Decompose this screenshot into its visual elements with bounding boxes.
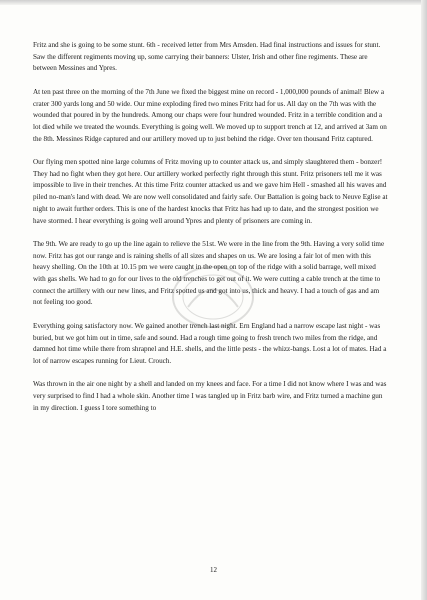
paragraph-5: Everything going satisfactory now. We gained another trench last night. Ern England had a narrow escape last night - was buried, but we got him out in time, safe and sound. Had a rough time going to fresh trench two miles from the ridge, and damned hot time while there from shrapnel and H.E. shells, and the little pests - the whizz-bangs. Lost a lot of mates. Had a lot of narrow escapes running for Lieut. Crouch. bbox=[33, 321, 387, 365]
diary-text bbox=[33, 40, 388, 426]
page-right-edge bbox=[421, 0, 427, 600]
paragraph-6: Was thrown in the air one night by a shell and landed on my knees and face. For a time I did not know where I was and was very surprised to find I had a whole skin. Another time I was tangled up in Fritz barb wire, and Fritz turned a machine gun in my direction. I guess I tore something to bbox=[33, 380, 387, 412]
paragraph-4: The 9th. We are ready to go up the line again to relieve the 51st. We were in the line from the 9th. Having a very solid time now. Fritz has got our range and is raining shells of all sizes and shapes on us. We are losing a fair lot of men with this heavy shelling. On the 10th at 10.15 pm we were caught in the open on top of the ridge with a solid barrage, well mixed with gas shells. We had to go for our lives to the old trenches to get out of it. We were cutting a cable trench at the time to connect the artillery with our new lines, and Fritz spotted us and got into us, thick and heavy. I had a touch of gas and am not feeling too good. bbox=[33, 239, 385, 307]
page-top-edge bbox=[0, 0, 427, 5]
paragraph-1: Fritz and she is going to be some stunt. 6th - received letter from Mrs Amsden. Had final instructions and issues for stunt. Saw the different regiments moving up, some carrying their banners: Ulster, Irish and other fine regiments. These are between Messines and Ypres. bbox=[33, 41, 381, 73]
paragraph-3: Our flying men spotted nine large columns of Fritz moving up to counter attack us, and simply slaughtered them - bonzer! They had no fight when they got here. Our artillery worked perfectly right through this stunt. Fritz prisoners tell me it was impossible to live in their trenches. At this time Fritz counter attacked us and we gave him Hell - smashed all his waves and piled no-man's land with dead. We are now well consolidated and fairly safe. Our Battalion is going back to Neuve Eglise at night to await further orders. This is one of the hardest knocks that Fritz has had up to date, and the strongest position we have stormed. I hear everything is going well around Ypres and plenty of prisoners are coming in. bbox=[33, 158, 388, 225]
page-number: 12 bbox=[210, 566, 217, 574]
paragraph-2: At ten past three on the morning of the 7th June we fixed the biggest mine on record - 1,000,000 pounds of animal! Blew a crater 300 yards long and 50 wide. Our mine exploding fired two mines Fritz had for us. All day on the 7th was with the wounded that poured in by the hundreds. Among our chaps were four hundred wounded. Fritz in a terrible condition and a lot died while we treated the wounds. Everything is going well. We moved up to support trench at 12, and arrived at 3am on the 8th. Messines Ridge captured and our artillery moved up to just behind the ridge. Over ten thousand Fritz captured. bbox=[33, 87, 387, 143]
